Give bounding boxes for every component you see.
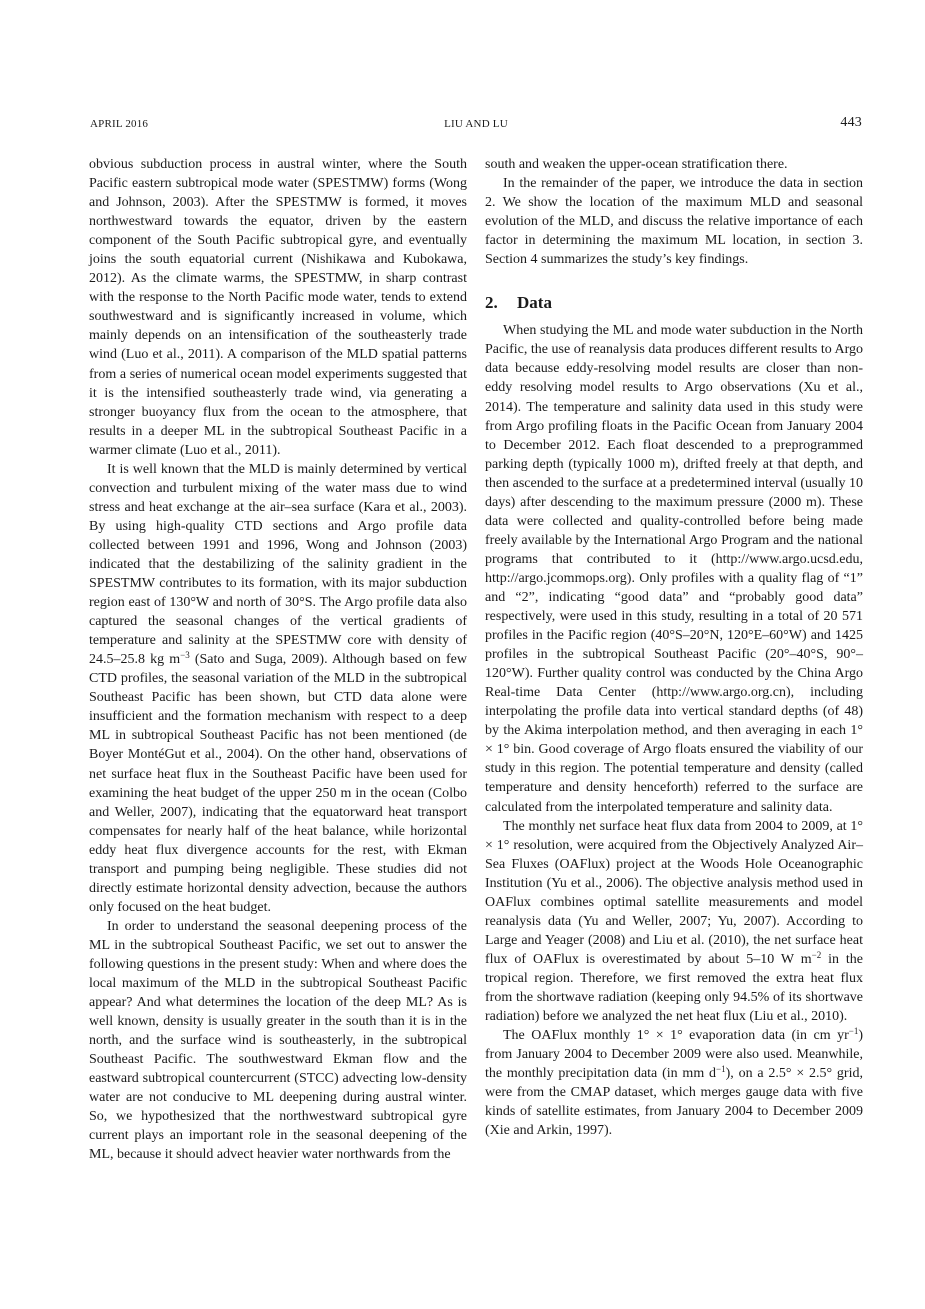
paragraph-text: ) from January 2004 to December 2009 were also used. Meanwhile, the monthly precipitation data (in mm d (485, 1028, 863, 1082)
paragraph: When studying the ML and mode water subduction in the North Pacific, the use of reanalysis data produces different results to Argo data because eddy-resolving model results are closer than non-eddy resolving model results to Argo observations (Xu et al., 2014). The temperature and salinity data used in this study were from Argo profiling floats in the Pacific Ocean from January 2004 to December 2012. Each float descended to a preprogrammed parking depth (typically 1000 m), drifted freely at that depth, and then ascended to the surface at a predetermined interval (usually 10 days) after descending to the maximum pressure (2000 m). These data were collected and quality-controlled before being made freely available by the International Argo Program and the national programs that contributed to it (http://www.argo.ucsd.edu, http://argo.jcommops.org). Only profiles with a quality flag of “1” and “2”, indicating “good data” and “probably good data” respectively, were used in this study, resulting in a total of 20 571 profiles in the Pacific region (40°S–20°N, 120°E–60°W) and 1425 profiles in the subtropical Southeast Pacific (20°–40°S, 90°–120°W). Further quality control was conducted by the China Argo Real-time Data Center (http://www.argo.org.cn), including interpolating the profile data into vertical standard depths (of 48) by the Akima interpolation method, and then averaging in each 1° × 1° bin. Good coverage of Argo floats ensured the viability of our study in this region. The potential temperature and density (called temperature and density henceforth) referred to the surface are calculated from the interpolated temperature and salinity data. (485, 323, 863, 815)
superscript: −3 (180, 650, 190, 661)
paragraph: In the remainder of the paper, we introduce the data in section 2. We show the location of the maximum MLD and seasonal evolution of the MLD, and discuss the relative importance of each factor in determining the maximum ML location, in section 3. Section 4 summarizes the study’s key findings. (485, 176, 863, 268)
paragraph-text: The monthly net surface heat flux data from 2004 to 2009, at 1° × 1° resolution, were acquired from the Objectively Analyzed Air–Sea Fluxes (OAFlux) project at the Woods Hole Oceanographic Institution (Yu et al., 2006). The objective analysis method used in OAFlux combines optimal satellite measurements and model reanalysis data (Yu and Weller, 2007; Yu, 2007). According to Large and Yeager (2008) and Liu et al. (2010), the net surface heat flux of OAFlux is overestimated by about 5–10 W m (485, 818, 863, 967)
paragraph: obvious subduction process in austral winter, where the South Pacific eastern subtropical mode water (SPESTMW) forms (Wong and Johnson, 2003). After the SPESTMW is formed, it moves northwestward towards the equator, driven by the eastern component of the South Pacific subtropical gyre, and eventually joins the south equatorial current (Nishikawa and Kubokawa, 2012). As the climate warms, the SPESTMW, in sharp contrast with the response to the North Pacific mode water, tends to extend southwestward and is significantly increased in volume, which mainly depends on an intensification of the southeasterly trade wind (Luo et al., 2011). A comparison of the MLD spatial patterns from a series of numerical ocean model experiments suggested that it is the intensified southeasterly trade wind, via generating a stronger buoyancy flux from the ocean to the atmosphere, that results in a deeper ML in the subtropical Southeast Pacific in a warmer climate (Luo et al., 2011). (89, 157, 467, 458)
paragraph-text: It is well known that the MLD is mainly determined by vertical convection and turbulent mixing of the water mass due to wind stress and heat exchange at the air–sea surface (Kara et al., 2003). By using high-quality CTD sections and Argo profile data collected between 1991 and 1996, Wong and Johnson (2003) indicated that the destabilizing of the salinity gradient in the SPESTMW contributes to its formation, with its major subduction region east of 130°W and north of 30°S. The Argo profile data also captured the seasonal changes of the vertical gradients of temperature and salinity at the SPESTMW core with density of 24.5–25.8 kg m (89, 461, 467, 668)
section-heading (485, 293, 863, 312)
paragraph-text: The OAFlux monthly 1° × 1° evaporation data (in cm yr (503, 1028, 849, 1044)
paragraph: In order to understand the seasonal deepening process of the ML in the subtropical Southeast Pacific, we set out to answer the following questions in the present study: When and where does the local maximum of the MLD in the subtropical Southeast Pacific appear? And what determines the location of the deep ML? As is well known, density is usually greater in the south than it is in the north, and the surface wind is southeasterly, in the subtropical Southeast Pacific. The southwestward Ekman flow and the eastward subtropical countercurrent (STCC) advecting low-density water are not conducive to ML deepening during austral winter. So, we hypothesized that the northwestward subtropical gyre current plays an important role in the seasonal deepening of the ML, because it should advect heavier water northwards from the (89, 918, 467, 1163)
page-number: 443 (840, 115, 862, 130)
paragraph-text: (Sato and Suga, 2009). Although based on few CTD profiles, the seasonal variation of the MLD in the subtropical Southeast Pacific has been shown, but CTD data alone were insufficient and the formation mechanism with respect to a deep ML in subtropical Southeast Pacific has not been mentioned (de Boyer MontéGut et al., 2004). On the other hand, observations of net surface heat flux in the Southeast Pacific have been used for examining the heat budget of the upper 250 m in the ocean (Colbo and Weller, 2007), indicating that the equatorward heat transport compensates for nearly half of the heat balance, while horizontal eddy heat flux divergence accounts for the rest, with Ekman transport and pumping being negligible. These studies did not directly estimate horizontal density advection, because the authors only focused on the heat budget. (89, 652, 467, 915)
paragraph (485, 1026, 863, 1140)
running-header (90, 115, 862, 136)
paragraph: south and weaken the upper-ocean stratification there. (485, 157, 788, 172)
section-title: Data (517, 293, 552, 313)
right-column (485, 155, 863, 1140)
left-column (89, 155, 467, 1164)
section-number: 2. (485, 293, 498, 313)
header-authors: LIU AND LU (444, 118, 508, 130)
paragraph (89, 460, 467, 917)
header-date: APRIL 2016 (90, 118, 149, 130)
superscript: −1 (716, 1064, 726, 1075)
paragraph-text: in the tropical region. Therefore, we first removed the extra heat flux from the shortwave radiation (keeping only 94.5% of its shortwave radiation) before we analyzed the net heat flux (Liu et al., 2010). (485, 951, 863, 1025)
paragraph-text: ), on a 2.5° × 2.5° grid, were from the CMAP dataset, which merges gauge data with five kinds of satellite estimates, from January 2004 to December 2009 (Xie and Arkin, 1997). (485, 1066, 863, 1139)
superscript: −1 (848, 1026, 859, 1037)
superscript: −2 (811, 949, 822, 960)
paragraph (485, 817, 863, 1027)
